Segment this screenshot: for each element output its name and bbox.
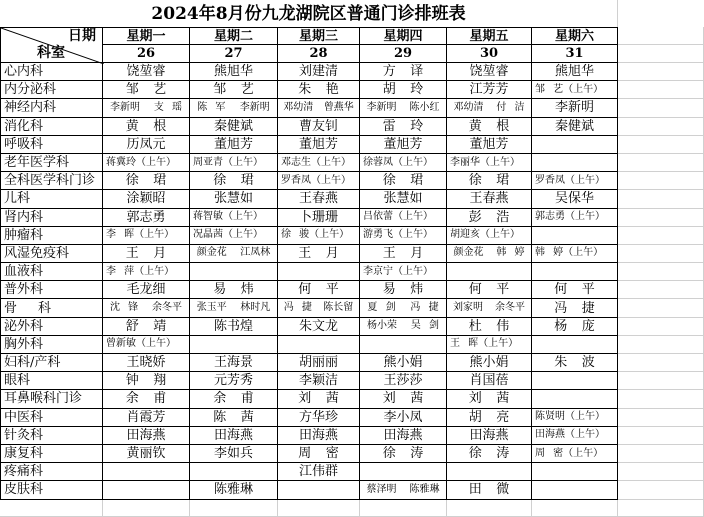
date-header-thu: 29 — [360, 45, 447, 63]
schedule-cell-tue — [190, 336, 278, 354]
schedule-cell-tue: 邹 艺 — [190, 81, 278, 99]
schedule-cell-sat: 熊旭华 — [532, 63, 618, 81]
empty-cell — [618, 427, 704, 445]
doctor-name: 江凤林 — [240, 247, 271, 259]
schedule-cell-tue: 余 甫 — [190, 390, 278, 408]
schedule-cell-thu: 吕依蕾（上午） — [360, 209, 447, 227]
schedule-cell-thu: 董旭芳 — [360, 136, 447, 154]
doctor-name: 李新明 — [239, 101, 270, 113]
doctor-name: 李新明 — [109, 101, 140, 113]
empty-cell — [618, 136, 704, 154]
empty-cell — [618, 99, 704, 117]
schedule-cell-wed: 罗香凤（上午） — [278, 172, 360, 190]
department-name: 泌外科 — [0, 318, 103, 336]
department-name: 肾内科 — [0, 209, 103, 227]
schedule-table — [0, 27, 704, 517]
doctor-name: 沈 锋 — [109, 302, 139, 314]
doctor-name: 邓幼清 — [453, 101, 484, 113]
empty-cell — [618, 227, 704, 245]
empty-cell — [618, 27, 704, 45]
schedule-cell-mon: 李 萍（上午） — [103, 263, 190, 281]
schedule-cell-thu: 游勇飞（上午） — [360, 227, 447, 245]
schedule-cell-fri: 王春燕 — [447, 190, 532, 208]
schedule-cell-fri: 彭 浩 — [447, 209, 532, 227]
empty-cell — [190, 500, 278, 517]
schedule-cell-thu: 王莎莎 — [360, 372, 447, 390]
doctor-name: 颜金花 — [453, 247, 484, 259]
schedule-cell-tue: 元芳秀 — [190, 372, 278, 390]
schedule-cell-wed: 朱文龙 — [278, 318, 360, 336]
doctor-name: 曾燕华 — [323, 101, 354, 113]
schedule-cell-fri: 黄 根 — [447, 118, 532, 136]
schedule-cell-mon: 肖霞芳 — [103, 409, 190, 427]
schedule-cell-wed — [278, 263, 360, 281]
schedule-cell-mon: 郭志勇 — [103, 209, 190, 227]
empty-cell — [618, 299, 704, 317]
schedule-cell-sat: 李新明 — [532, 99, 618, 117]
schedule-cell-thu: 李小凤 — [360, 409, 447, 427]
empty-cell — [618, 354, 704, 372]
schedule-cell-tue: 秦健斌 — [190, 118, 278, 136]
schedule-cell-wed — [278, 299, 360, 317]
schedule-cell-mon: 田海燕 — [103, 427, 190, 445]
doctor-name: 冯 捷 — [283, 302, 312, 314]
schedule-cell-fri: 徐 珺 — [447, 172, 532, 190]
schedule-cell-sat — [532, 463, 618, 481]
schedule-cell-sat: 吴保华 — [532, 190, 618, 208]
schedule-cell-sat — [532, 481, 618, 499]
schedule-cell-mon: 涂颖昭 — [103, 190, 190, 208]
schedule-cell-tue: 田海燕 — [190, 427, 278, 445]
empty-cell — [447, 500, 532, 517]
schedule-cell-wed: 朱 艳 — [278, 81, 360, 99]
schedule-cell-mon: 余 甫 — [103, 390, 190, 408]
schedule-cell-thu — [360, 99, 447, 117]
schedule-cell-sat: 何 平 — [532, 281, 618, 299]
schedule-cell-thu: 方 译 — [360, 63, 447, 81]
schedule-cell-tue: 李如兵 — [190, 445, 278, 463]
schedule-cell-sat — [532, 154, 618, 172]
schedule-cell-wed: 胡丽丽 — [278, 354, 360, 372]
schedule-cell-tue — [190, 99, 278, 117]
department-name: 神经内科 — [0, 99, 103, 117]
schedule-cell-sat: 杨 庞 — [532, 318, 618, 336]
schedule-cell-fri: 杜 伟 — [447, 318, 532, 336]
schedule-cell-mon: 舒 靖 — [103, 318, 190, 336]
date-axis-label: 日期 — [68, 28, 96, 44]
empty-cell — [618, 409, 704, 427]
weekday-header-fri: 星期五 — [447, 27, 532, 45]
schedule-cell-wed: 邓志生（上午） — [278, 154, 360, 172]
empty-cell — [618, 463, 704, 481]
department-name: 血液科 — [0, 263, 103, 281]
date-header-tue: 27 — [190, 45, 278, 63]
schedule-cell-fri: 胡 亮 — [447, 409, 532, 427]
schedule-cell-fri: 董旭芳 — [447, 136, 532, 154]
weekday-header-mon: 星期一 — [103, 27, 190, 45]
empty-cell — [532, 500, 618, 517]
schedule-cell-wed: 曹友钊 — [278, 118, 360, 136]
schedule-cell-tue — [190, 263, 278, 281]
schedule-cell-tue — [190, 463, 278, 481]
schedule-cell-thu — [360, 463, 447, 481]
schedule-cell-wed — [278, 481, 360, 499]
schedule-cell-fri: 饶堃睿 — [447, 63, 532, 81]
department-name: 胸外科 — [0, 336, 103, 354]
schedule-cell-fri: 田海燕 — [447, 427, 532, 445]
doctor-name: 陈雅琳 — [409, 483, 440, 495]
department-axis-label: 科室 — [37, 45, 65, 61]
schedule-cell-mon: 饶堃睿 — [103, 63, 190, 81]
schedule-cell-fri: 刘 茜 — [447, 390, 532, 408]
doctor-name: 吴 剑 — [410, 320, 440, 332]
schedule-cell-tue — [190, 245, 278, 263]
schedule-cell-sat: 田海燕（上午） — [532, 427, 618, 445]
schedule-cell-tue: 陈雅琳 — [190, 481, 278, 499]
schedule-cell-mon: 徐 珺 — [103, 172, 190, 190]
doctor-name: 蔡泽明 — [366, 483, 397, 495]
schedule-cell-sat: 秦健斌 — [532, 118, 618, 136]
schedule-cell-sat: 陈贤明（上午） — [532, 409, 618, 427]
schedule-cell-mon — [103, 463, 190, 481]
schedule-cell-fri: 胡迎亥（上午） — [447, 227, 532, 245]
page-title: 2024年8月份九龙湖院区普通门诊排班表 — [0, 0, 618, 27]
schedule-cell-wed: 周 密 — [278, 445, 360, 463]
empty-cell — [618, 154, 704, 172]
schedule-cell-mon — [103, 299, 190, 317]
empty-cell — [618, 336, 704, 354]
schedule-cell-thu: 刘 茜 — [360, 390, 447, 408]
schedule-cell-sat: 郭志勇（上午） — [532, 209, 618, 227]
doctor-name: 韩 婷 — [496, 247, 525, 259]
schedule-cell-wed: 徐 骏（上午） — [278, 227, 360, 245]
doctor-name: 邓幼清 — [283, 101, 314, 113]
empty-cell — [103, 500, 190, 517]
empty-cell — [618, 263, 704, 281]
schedule-cell-mon: 钟 翔 — [103, 372, 190, 390]
doctor-name: 陈 军 — [197, 101, 226, 113]
schedule-cell-fri — [447, 99, 532, 117]
empty-cell — [618, 45, 704, 63]
schedule-cell-fri — [447, 463, 532, 481]
schedule-cell-wed: 李颖洁 — [278, 372, 360, 390]
schedule-cell-sat: 罗香凤（上午） — [532, 172, 618, 190]
schedule-cell-sat: 冯 捷 — [532, 299, 618, 317]
date-header-sat: 31 — [532, 45, 618, 63]
schedule-cell-tue: 熊旭华 — [190, 63, 278, 81]
schedule-cell-tue: 蒋智敏（上午） — [190, 209, 278, 227]
schedule-cell-sat — [532, 336, 618, 354]
schedule-cell-wed — [278, 99, 360, 117]
schedule-cell-wed: 田海燕 — [278, 427, 360, 445]
schedule-cell-wed: 王春燕 — [278, 190, 360, 208]
schedule-cell-sat — [532, 390, 618, 408]
department-name: 全科医学科门诊 — [0, 172, 103, 190]
schedule-cell-fri: 李丽华（上午） — [447, 154, 532, 172]
schedule-cell-fri: 徐 涛 — [447, 445, 532, 463]
doctor-name: 刘家明 — [453, 302, 483, 314]
doctor-name: 陈长留 — [323, 302, 354, 314]
department-name: 普外科 — [0, 281, 103, 299]
schedule-cell-sat — [532, 227, 618, 245]
schedule-cell-thu: 张慧如 — [360, 190, 447, 208]
doctor-name: 余冬平 — [152, 302, 183, 314]
schedule-cell-wed: 王 月 — [278, 245, 360, 263]
empty-cell — [618, 372, 704, 390]
schedule-cell-tue — [190, 299, 278, 317]
department-name: 儿科 — [0, 190, 103, 208]
schedule-cell-sat — [532, 372, 618, 390]
doctor-name: 陈小红 — [409, 101, 440, 113]
doctor-name: 支 瑶 — [153, 101, 183, 113]
schedule-cell-tue: 陈书煌 — [190, 318, 278, 336]
doctor-name: 余冬平 — [495, 302, 525, 314]
empty-cell — [618, 81, 704, 99]
date-header-fri: 30 — [447, 45, 532, 63]
schedule-cell-tue: 王海景 — [190, 354, 278, 372]
schedule-cell-tue: 况晶茜（上午） — [190, 227, 278, 245]
weekday-header-tue: 星期二 — [190, 27, 278, 45]
schedule-cell-thu: 徐 珺 — [360, 172, 447, 190]
schedule-cell-sat: 朱 波 — [532, 354, 618, 372]
schedule-cell-sat: 周 密（上午） — [532, 445, 618, 463]
doctor-name: 杨小荣 — [366, 320, 397, 332]
schedule-cell-mon: 曾新敏（上午） — [103, 336, 190, 354]
department-name: 耳鼻喉科门诊 — [0, 390, 103, 408]
schedule-cell-tue: 易 炜 — [190, 281, 278, 299]
schedule-cell-thu: 田海燕 — [360, 427, 447, 445]
empty-cell — [618, 481, 704, 499]
schedule-cell-mon: 李 晖（上午） — [103, 227, 190, 245]
schedule-cell-thu — [360, 299, 447, 317]
empty-cell — [618, 63, 704, 81]
schedule-cell-fri — [447, 263, 532, 281]
empty-cell — [360, 500, 447, 517]
department-name: 眼科 — [0, 372, 103, 390]
department-name: 妇科/产科 — [0, 354, 103, 372]
empty-cell — [278, 500, 360, 517]
department-name: 皮肤科 — [0, 481, 103, 499]
schedule-cell-mon: 蒋冀玲（上午） — [103, 154, 190, 172]
doctor-name: 颜金花 — [196, 247, 227, 259]
schedule-cell-thu: 徐 涛 — [360, 445, 447, 463]
schedule-cell-thu — [360, 318, 447, 336]
schedule-cell-mon: 毛龙细 — [103, 281, 190, 299]
schedule-cell-tue: 徐 珺 — [190, 172, 278, 190]
schedule-cell-sat: 韩 婷（上午） — [532, 245, 618, 263]
schedule-cell-fri — [447, 299, 532, 317]
schedule-cell-fri — [447, 245, 532, 263]
date-header-wed: 28 — [278, 45, 360, 63]
department-name: 中医科 — [0, 409, 103, 427]
department-name: 消化科 — [0, 118, 103, 136]
schedule-cell-tue: 周亚青（上午） — [190, 154, 278, 172]
schedule-cell-wed: 江伟群 — [278, 463, 360, 481]
schedule-cell-thu: 王 月 — [360, 245, 447, 263]
department-name: 骨 科 — [0, 299, 103, 317]
schedule-cell-tue: 董旭芳 — [190, 136, 278, 154]
schedule-cell-wed: 刘建清 — [278, 63, 360, 81]
weekday-header-thu: 星期四 — [360, 27, 447, 45]
schedule-cell-thu — [360, 481, 447, 499]
date-header-mon: 26 — [103, 45, 190, 63]
doctor-name: 张玉平 — [196, 302, 227, 314]
schedule-cell-tue: 张慧如 — [190, 190, 278, 208]
department-name: 针灸科 — [0, 427, 103, 445]
empty-cell — [618, 245, 704, 263]
schedule-cell-thu: 李京宁（上午） — [360, 263, 447, 281]
schedule-cell-sat — [532, 263, 618, 281]
empty-cell — [618, 281, 704, 299]
schedule-cell-wed: 董旭芳 — [278, 136, 360, 154]
schedule-cell-wed: 方华珍 — [278, 409, 360, 427]
department-name: 疼痛科 — [0, 463, 103, 481]
department-name: 风湿免疫科 — [0, 245, 103, 263]
schedule-cell-mon: 王晓娇 — [103, 354, 190, 372]
schedule-cell-fri: 王 晖（上午） — [447, 336, 532, 354]
empty-cell — [618, 445, 704, 463]
schedule-cell-thu: 雷 玲 — [360, 118, 447, 136]
schedule-cell-mon: 黄丽钦 — [103, 445, 190, 463]
empty-cell — [618, 318, 704, 336]
schedule-cell-mon: 历凤元 — [103, 136, 190, 154]
doctor-name: 冯 捷 — [410, 302, 439, 314]
schedule-cell-thu: 熊小娟 — [360, 354, 447, 372]
doctor-name: 夏 剑 — [367, 302, 396, 314]
schedule-cell-thu: 易 炜 — [360, 281, 447, 299]
corner-header-cell — [0, 27, 103, 63]
schedule-cell-fri: 何 平 — [447, 281, 532, 299]
schedule-cell-mon — [103, 481, 190, 499]
department-name: 老年医学科 — [0, 154, 103, 172]
schedule-cell-wed — [278, 336, 360, 354]
schedule-cell-fri: 田 微 — [447, 481, 532, 499]
schedule-cell-mon: 王 月 — [103, 245, 190, 263]
schedule-cell-thu — [360, 336, 447, 354]
schedule-cell-fri: 熊小娟 — [447, 354, 532, 372]
weekday-header-wed: 星期三 — [278, 27, 360, 45]
schedule-cell-wed: 卜珊珊 — [278, 209, 360, 227]
empty-cell — [618, 209, 704, 227]
doctor-name: 付 洁 — [496, 101, 525, 113]
schedule-cell-wed: 何 平 — [278, 281, 360, 299]
doctor-name: 林时凡 — [240, 302, 271, 314]
schedule-cell-mon: 邹 艺 — [103, 81, 190, 99]
schedule-cell-thu: 徐蓉凤（上午） — [360, 154, 447, 172]
schedule-cell-thu: 胡 玲 — [360, 81, 447, 99]
empty-cell — [618, 190, 704, 208]
department-name: 肿瘤科 — [0, 227, 103, 245]
schedule-cell-fri: 江芳芳 — [447, 81, 532, 99]
department-name: 呼吸科 — [0, 136, 103, 154]
doctor-name: 李新明 — [366, 101, 397, 113]
empty-cell — [618, 172, 704, 190]
department-name: 心内科 — [0, 63, 103, 81]
department-name: 康复科 — [0, 445, 103, 463]
schedule-cell-mon: 黄 根 — [103, 118, 190, 136]
empty-cell — [618, 390, 704, 408]
schedule-cell-sat: 邹 艺（上午） — [532, 81, 618, 99]
weekday-header-sat: 星期六 — [532, 27, 618, 45]
schedule-cell-fri: 肖国蓓 — [447, 372, 532, 390]
department-name: 内分泌科 — [0, 81, 103, 99]
schedule-cell-tue: 陈 茜 — [190, 409, 278, 427]
empty-cell — [618, 500, 704, 517]
schedule-cell-wed: 刘 茜 — [278, 390, 360, 408]
schedule-cell-sat — [532, 136, 618, 154]
empty-cell — [0, 500, 103, 517]
empty-cell — [618, 118, 704, 136]
schedule-cell-mon — [103, 99, 190, 117]
